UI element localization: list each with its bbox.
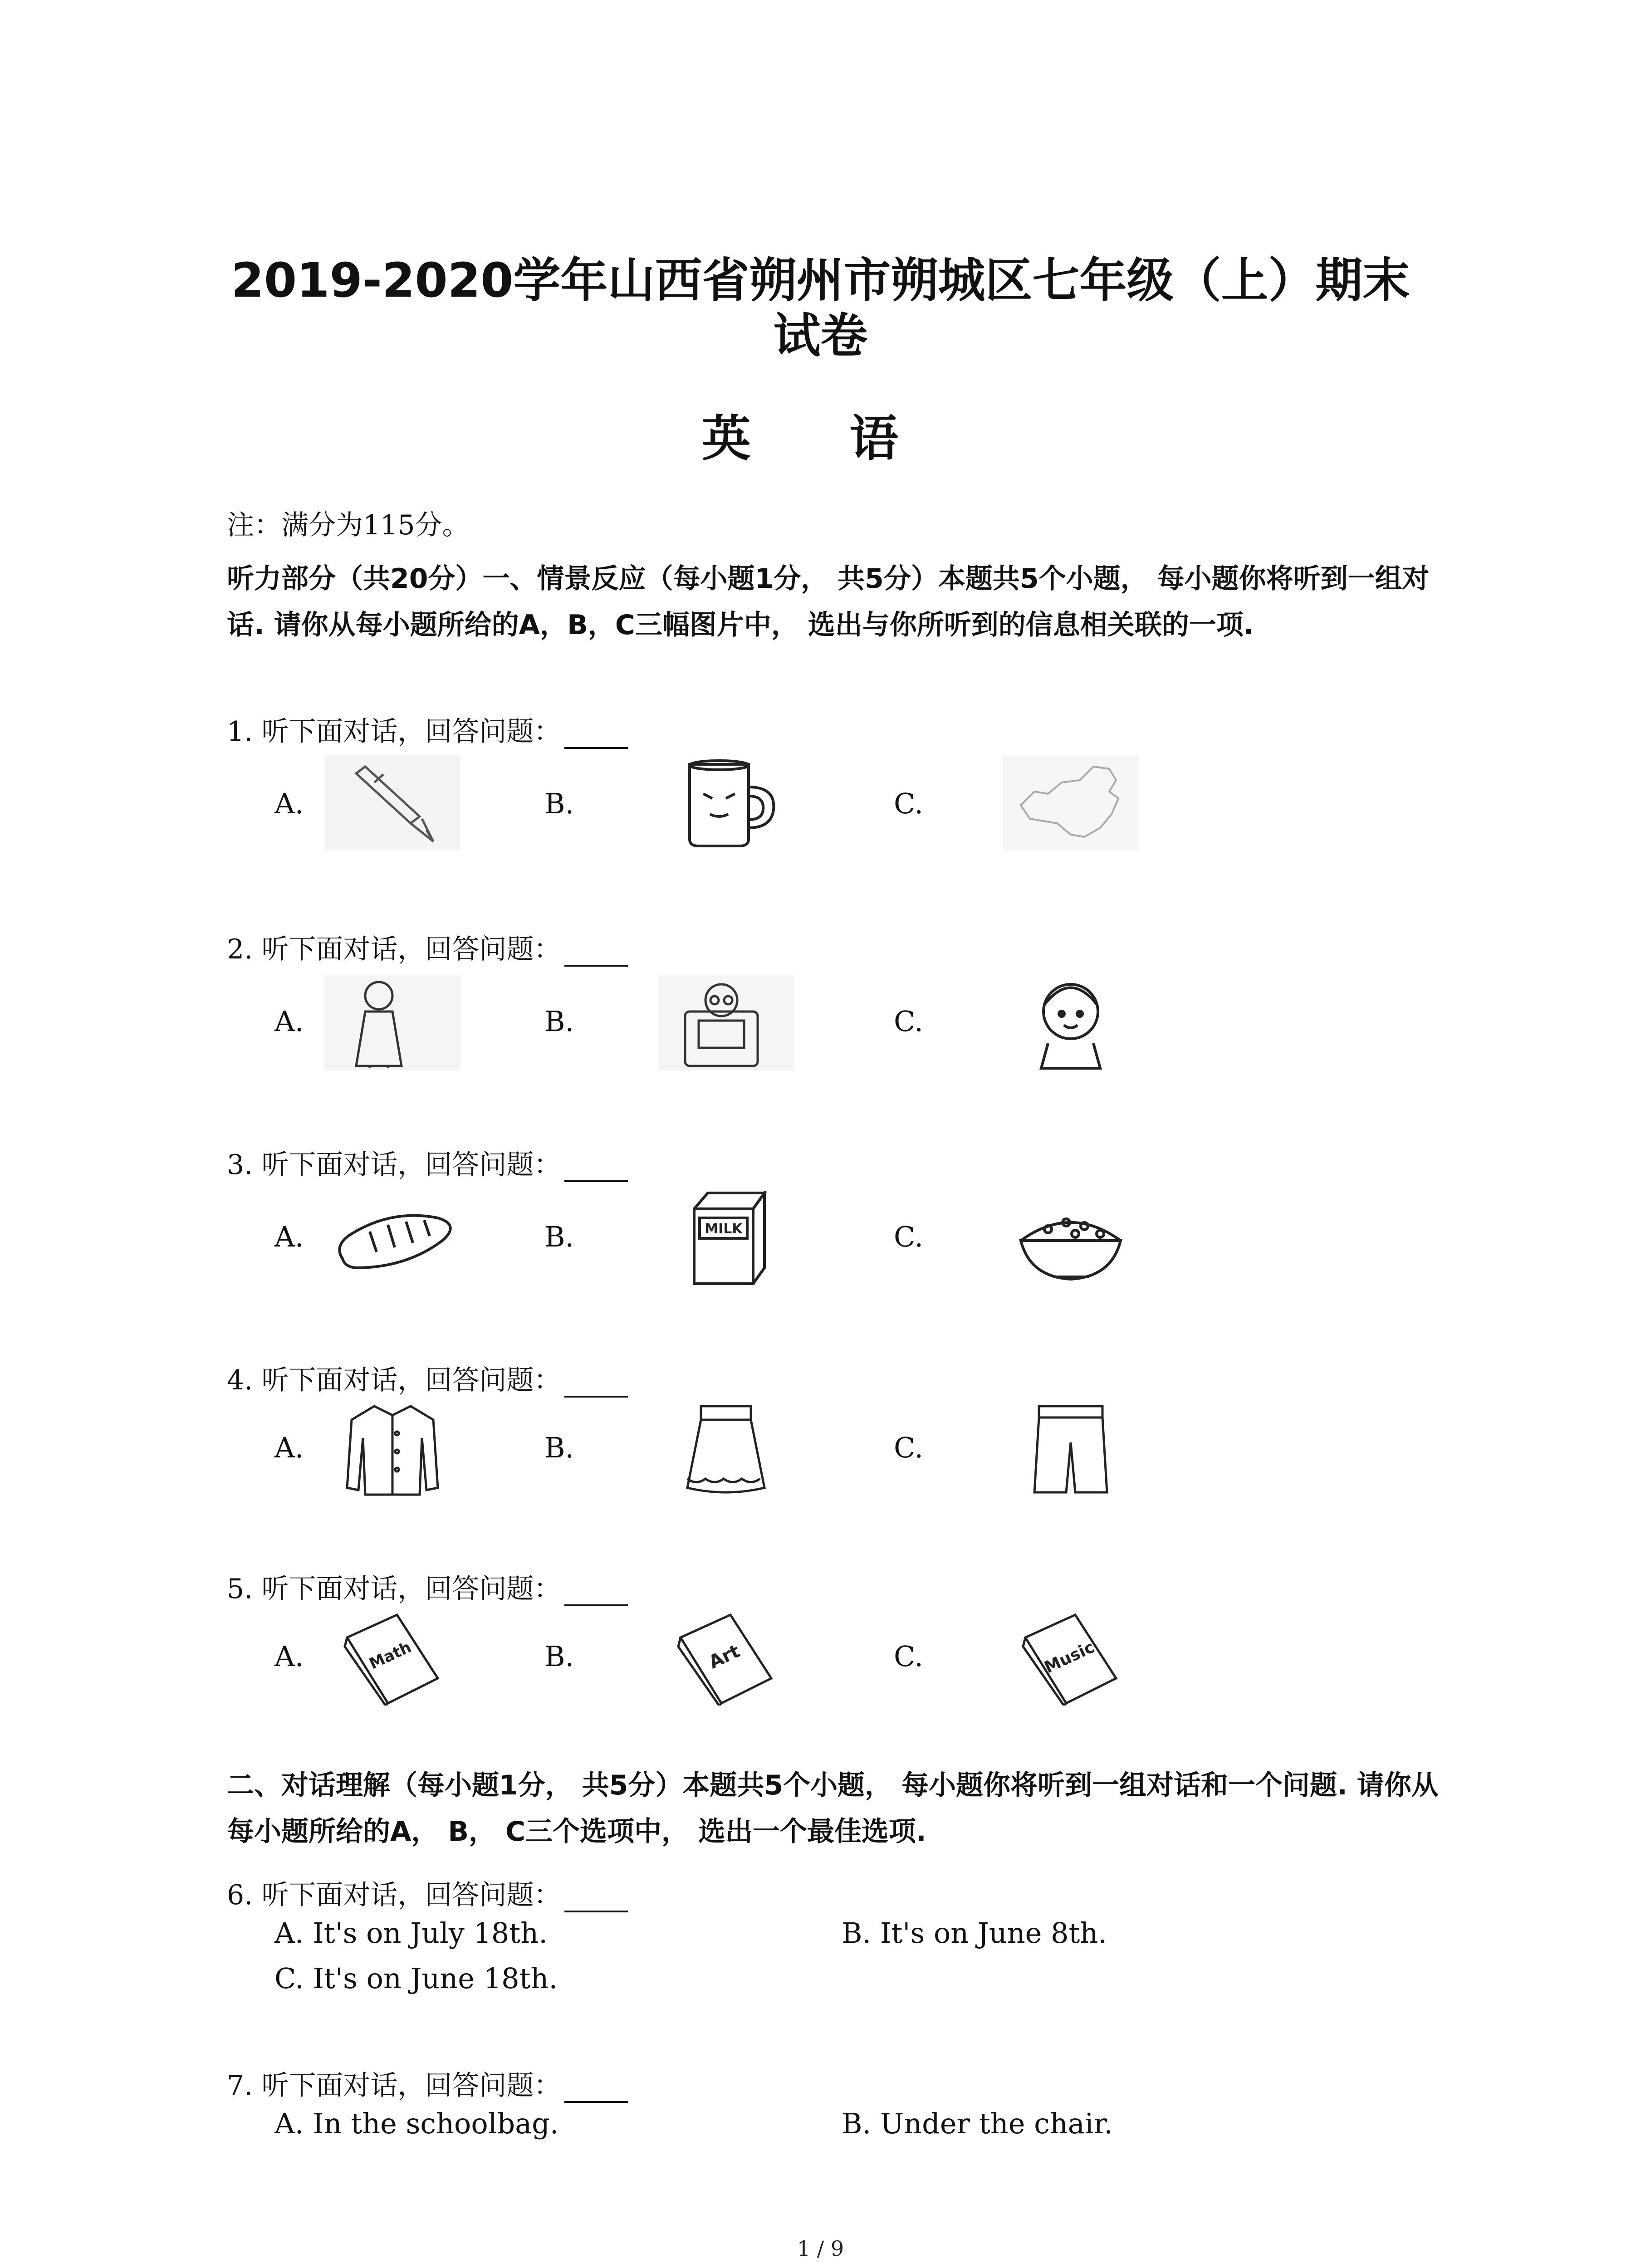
- question-1-stem: 1. 听下面对话，回答问题：: [227, 710, 628, 749]
- rice-bowl-icon[interactable]: [1003, 1191, 1139, 1286]
- milk-carton-icon[interactable]: [658, 1191, 794, 1286]
- fountain-pen-icon[interactable]: [324, 755, 460, 850]
- question-2-stem: 2. 听下面对话，回答问题：: [227, 928, 628, 967]
- book-label: Math: [366, 1638, 414, 1673]
- answer-blank[interactable]: [564, 724, 628, 749]
- answer-blank[interactable]: [564, 2078, 628, 2103]
- grandpa-reading-icon[interactable]: [658, 975, 794, 1070]
- question-5-stem: 5. 听下面对话，回答问题：: [227, 1567, 628, 1606]
- section2-heading: 二、对话理解（每小题1分， 共5分）本题共5个小题， 每小题你将听到一组对话和一个问题. 请你从每小题所给的A， B， C三个选项中， 选出一个最佳选项.: [227, 1769, 1439, 1848]
- option-letter: B.: [544, 1220, 574, 1253]
- book-label: Music: [1041, 1637, 1097, 1677]
- exam-title-line2: 试卷: [773, 308, 868, 363]
- china-map-icon[interactable]: [1003, 755, 1139, 850]
- grandma-icon[interactable]: [324, 975, 460, 1070]
- milk-label: MILK: [705, 1221, 743, 1237]
- answer-blank[interactable]: [564, 942, 628, 967]
- section1-heading: 听力部分（共20分）一、情景反应（每小题1分， 共5分）本题共5个小题， 每小题你将听到一组对话. 请你从每小题所给的A，B，C三幅图片中， 选出与你所听到的信息相关联的一项.: [227, 563, 1430, 641]
- art-book-icon[interactable]: [658, 1610, 794, 1706]
- option-letter: C.: [894, 1220, 923, 1253]
- option-letter: A.: [274, 1431, 304, 1464]
- question-4-stem: 4. 听下面对话，回答问题：: [227, 1359, 628, 1398]
- option-a[interactable]: A. In the schoolbag.: [274, 2107, 559, 2140]
- music-book-icon[interactable]: [1003, 1610, 1139, 1706]
- answer-blank[interactable]: [564, 1582, 628, 1606]
- option-letter: C.: [894, 1431, 923, 1464]
- answer-blank[interactable]: [564, 1373, 628, 1398]
- answer-blank[interactable]: [564, 1888, 628, 1912]
- option-letter: B.: [544, 1640, 574, 1673]
- bread-icon[interactable]: [324, 1191, 460, 1286]
- option-letter: C.: [894, 1005, 923, 1038]
- option-a[interactable]: A. It's on July 18th.: [274, 1916, 548, 1950]
- option-c[interactable]: C. It's on June 18th.: [274, 1962, 558, 1995]
- page-number: 1 / 9: [797, 2236, 844, 2261]
- option-letter: A.: [274, 1220, 304, 1253]
- subject-title: 英 语: [701, 411, 940, 467]
- skirt-icon[interactable]: [658, 1402, 794, 1497]
- option-b[interactable]: B. It's on June 8th.: [842, 1916, 1107, 1950]
- option-letter: A.: [274, 787, 304, 820]
- option-letter: B.: [544, 1005, 574, 1038]
- option-letter: C.: [894, 787, 923, 820]
- exam-title-line1: 2019-2020学年山西省朔州市朔城区七年级（上）期末: [231, 253, 1410, 308]
- option-letter: C.: [894, 1640, 923, 1673]
- shirt-icon[interactable]: [324, 1402, 460, 1497]
- option-letter: A.: [274, 1640, 304, 1673]
- option-letter: B.: [544, 1431, 574, 1464]
- option-b[interactable]: B. Under the chair.: [842, 2107, 1113, 2140]
- boy-icon[interactable]: [1003, 975, 1139, 1070]
- answer-blank[interactable]: [564, 1158, 628, 1182]
- question-6-stem: 6. 听下面对话，回答问题：: [227, 1873, 628, 1912]
- option-letter: B.: [544, 787, 574, 820]
- option-letter: A.: [274, 1005, 304, 1038]
- question-7-stem: 7. 听下面对话，回答问题：: [227, 2064, 628, 2103]
- question-3-stem: 3. 听下面对话，回答问题：: [227, 1143, 628, 1182]
- book-label: Art: [705, 1641, 743, 1673]
- math-book-icon[interactable]: [324, 1610, 460, 1706]
- shorts-icon[interactable]: [1003, 1402, 1139, 1497]
- mug-icon[interactable]: [658, 755, 794, 850]
- score-note: 注：满分为115分。: [227, 509, 470, 541]
